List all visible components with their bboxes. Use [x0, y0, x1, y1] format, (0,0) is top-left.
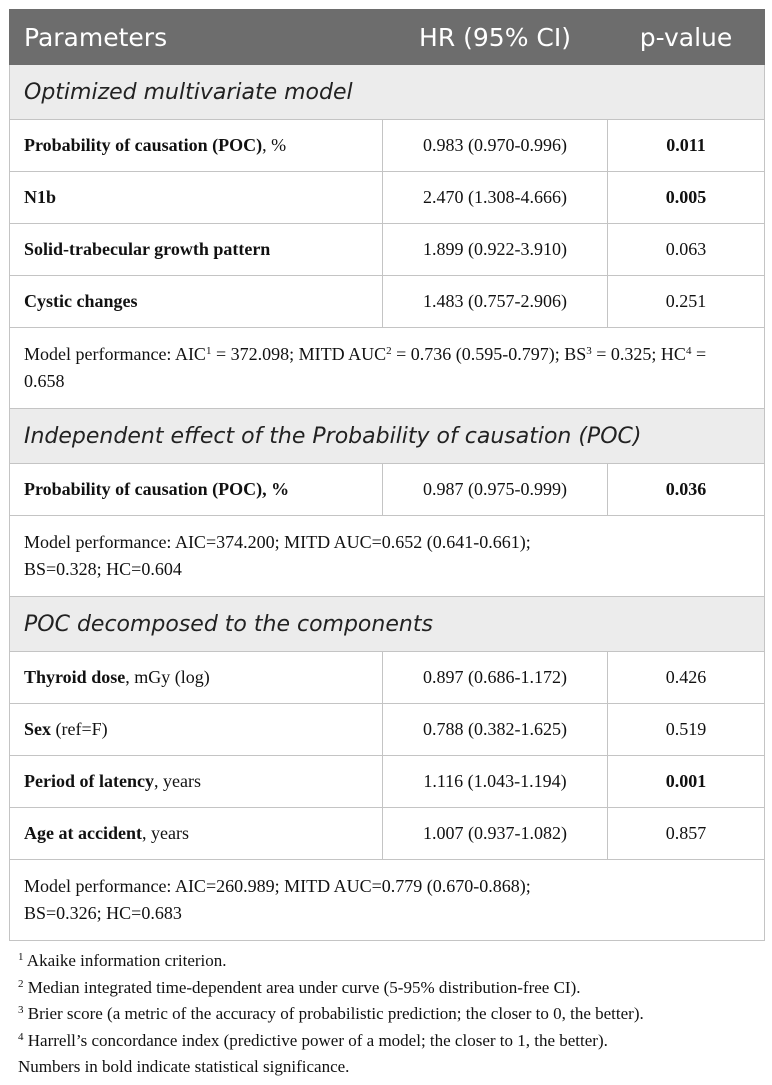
p-value: 0.036: [665, 479, 707, 499]
table-header-row: [10, 10, 765, 65]
p-value-cell: [608, 652, 765, 704]
parameter-cell: [10, 808, 383, 860]
parameter-name: Solid-trabecular growth pattern: [24, 239, 271, 259]
parameter-unit: , mGy (log): [125, 667, 210, 687]
hr-cell: 1.116 (1.043-1.194): [383, 756, 608, 808]
parameter-cell: [10, 172, 383, 224]
hr-cell: 2.470 (1.308-4.666): [383, 172, 608, 224]
header-hr: HR (95% CI): [383, 10, 608, 65]
table-row: [10, 808, 765, 860]
parameter-name: Sex: [24, 719, 51, 739]
model-performance-text: Model performance: AIC=374.200; MITD AUC=0.652 (0.641-0.661); BS=0.328; HC=0.604: [10, 516, 765, 597]
parameter-cell: [10, 756, 383, 808]
table-row: [10, 704, 765, 756]
section-title: POC decomposed to the components: [10, 597, 765, 652]
table-footnotes: [9, 948, 764, 1081]
footnote: $^4$ Harrell’s concordance index (predictive power of a model; the closer to 1, the better).: [18, 1030, 608, 1050]
table-row: [10, 756, 765, 808]
p-value-cell: [608, 756, 765, 808]
section-header-row: [10, 409, 765, 464]
footnote: $^2$ Median integrated time-dependent area under curve (5-95% distribution-free CI).: [18, 977, 581, 997]
table-row: [10, 464, 765, 516]
significance-note: Numbers in bold indicate statistical significance.: [18, 1057, 350, 1076]
model-performance-text: Model performance: $AIC^1 = 372.098$; MITD $AUC^2 = 0.736$ (0.595-0.797); $BS^3 = 0.325$; $HC^4 = 0.658$: [10, 328, 765, 409]
hr-cell: 1.483 (0.757-2.906): [383, 276, 608, 328]
table-row: [10, 224, 765, 276]
model-performance-row: [10, 860, 765, 941]
p-value-cell: [608, 808, 765, 860]
table-row: [10, 276, 765, 328]
p-value-cell: [608, 276, 765, 328]
hr-cell: 0.897 (0.686-1.172): [383, 652, 608, 704]
p-value-cell: [608, 224, 765, 276]
p-value: 0.011: [666, 135, 706, 155]
results-table-container: [9, 9, 764, 1081]
section-header-row: [10, 65, 765, 120]
section-title: Optimized multivariate model: [10, 65, 765, 120]
model-performance-row: [10, 328, 765, 409]
table-row: [10, 652, 765, 704]
parameter-unit: , years: [141, 823, 189, 843]
parameter-name: N1b: [24, 187, 57, 207]
parameter-name: Period of latency: [24, 771, 154, 791]
p-value-cell: [608, 464, 765, 516]
model-performance-text: Model performance: AIC=260.989; MITD AUC=0.779 (0.670-0.868); BS=0.326; HC=0.683: [10, 860, 765, 941]
section-header-row: [10, 597, 765, 652]
parameter-name: Probability of causation (POC): [24, 135, 263, 155]
p-value-cell: [608, 704, 765, 756]
parameter-name: Cystic changes: [24, 291, 138, 311]
p-value: 0.857: [665, 823, 707, 843]
p-value: 0.426: [665, 667, 707, 687]
hr-cell: 0.983 (0.970-0.996): [383, 120, 608, 172]
p-value: 0.519: [665, 719, 707, 739]
p-value-cell: [608, 172, 765, 224]
parameter-cell: [10, 120, 383, 172]
hr-cell: 1.007 (0.937-1.082): [383, 808, 608, 860]
footnote: $^1$ Akaike information criterion.: [18, 951, 227, 970]
footnote: $^3$ Brier score (a metric of the accuracy of probabilistic prediction; the closer to 0, the better).: [18, 1004, 644, 1023]
table-row: [10, 172, 765, 224]
section-title: Independent effect of the Probability of causation (POC): [10, 409, 765, 464]
parameter-cell: [10, 652, 383, 704]
parameter-cell: [10, 704, 383, 756]
parameter-cell: [10, 276, 383, 328]
parameter-unit: (ref=F): [51, 719, 108, 739]
parameter-cell: [10, 224, 383, 276]
parameter-unit: , years: [153, 771, 201, 791]
model-performance-row: [10, 516, 765, 597]
p-value: 0.001: [665, 771, 707, 791]
p-value: 0.251: [665, 291, 707, 311]
header-parameters: Parameters: [10, 10, 383, 65]
p-value: 0.005: [665, 187, 707, 207]
parameter-name: Thyroid dose: [24, 667, 126, 687]
parameter-name: Age at accident: [24, 823, 142, 843]
parameter-unit: , %: [262, 135, 287, 155]
table-row: [10, 120, 765, 172]
p-value-cell: [608, 120, 765, 172]
p-value: 0.063: [665, 239, 707, 259]
hr-cell: 0.987 (0.975-0.999): [383, 464, 608, 516]
header-p-value: p-value: [608, 10, 765, 65]
hazard-ratio-table: [9, 9, 765, 941]
parameter-name: Probability of causation (POC), %: [24, 479, 290, 499]
hr-cell: 1.899 (0.922-3.910): [383, 224, 608, 276]
parameter-cell: [10, 464, 383, 516]
hr-cell: 0.788 (0.382-1.625): [383, 704, 608, 756]
